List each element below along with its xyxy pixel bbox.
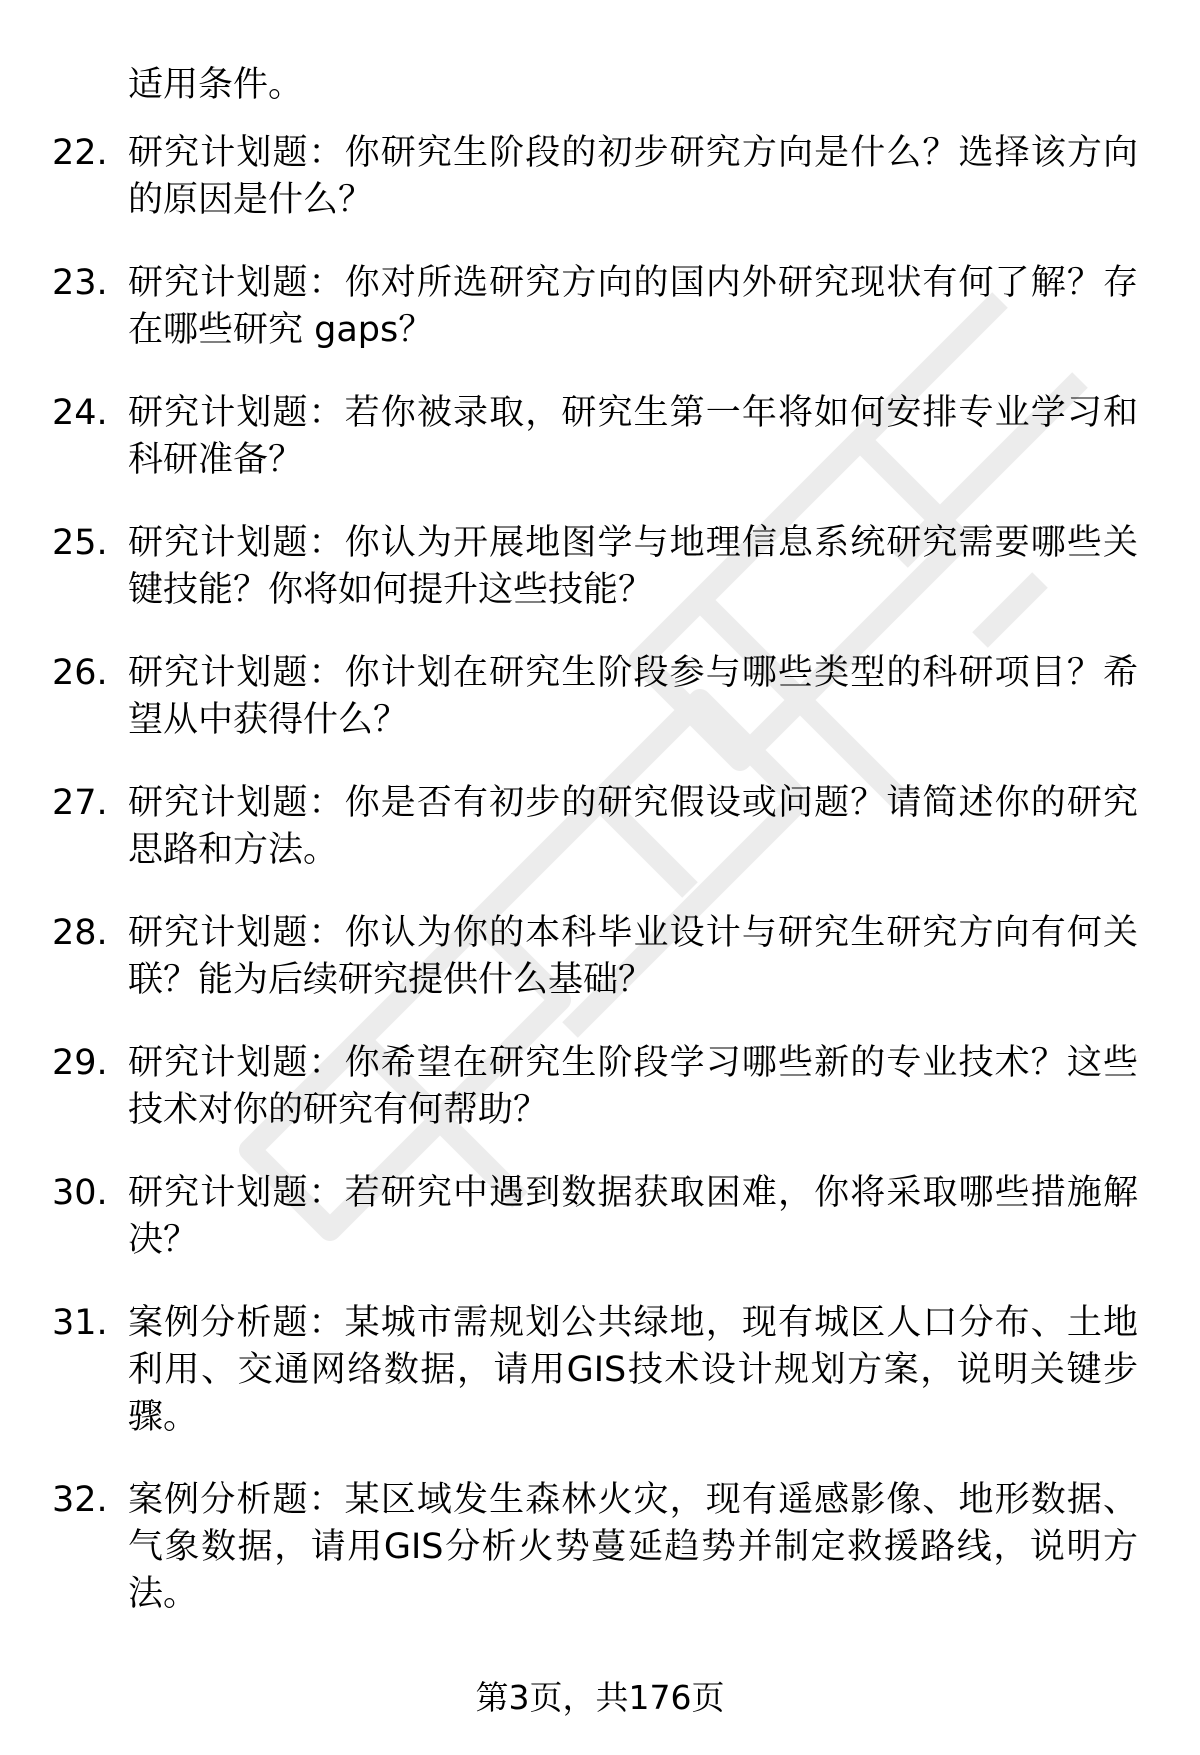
list-item — [0, 910, 1200, 1004]
item-text: 研究计划题：你计划在研究生阶段参与哪些类型的科研项目？希望从中获得什么？ — [128, 653, 1138, 740]
item-number: 31. — [52, 1303, 108, 1343]
item-number: 24. — [52, 393, 108, 433]
item-number: 30. — [52, 1173, 108, 1213]
list-item — [0, 390, 1200, 484]
item-number: 32. — [52, 1480, 108, 1520]
item-text: 研究计划题：你研究生阶段的初步研究方向是什么？选择该方向的原因是什么？ — [128, 133, 1138, 220]
item-text: 案例分析题：某区域发生森林火灾，现有遥感影像、地形数据、气象数据，请用GIS分析火势蔓延趋势并制定救援路线，说明方法。 — [128, 1480, 1138, 1614]
list-item — [0, 1170, 1200, 1264]
item-text: 研究计划题：你希望在研究生阶段学习哪些新的专业技术？这些技术对你的研究有何帮助？ — [128, 1043, 1138, 1130]
list-item — [0, 130, 1200, 224]
item-text: 研究计划题：你是否有初步的研究假设或问题？请简述你的研究思路和方法。 — [128, 783, 1138, 870]
list-item — [0, 1300, 1200, 1441]
list-item — [0, 260, 1200, 354]
item-text: 研究计划题：你认为开展地图学与地理信息系统研究需要哪些关键技能？你将如何提升这些技能？ — [128, 523, 1138, 610]
item-text: 案例分析题：某城市需规划公共绿地，现有城区人口分布、土地利用、交通网络数据，请用GIS技术设计规划方案，说明关键步骤。 — [128, 1303, 1138, 1437]
item-number: 25. — [52, 523, 108, 563]
list-item — [0, 780, 1200, 874]
item-number: 27. — [52, 783, 108, 823]
list-item — [0, 650, 1200, 744]
item-number: 22. — [52, 133, 108, 173]
item-number: 29. — [52, 1043, 108, 1083]
item-text: 研究计划题：你对所选研究方向的国内外研究现状有何了解？存在哪些研究 gaps？ — [128, 263, 1138, 350]
item-number: 23. — [52, 263, 108, 303]
list-item — [0, 1477, 1200, 1618]
list-item — [0, 1040, 1200, 1134]
item-text: 研究计划题：若你被录取，研究生第一年将如何安排专业学习和科研准备？ — [128, 393, 1138, 480]
item-text: 研究计划题：若研究中遇到数据获取困难，你将采取哪些措施解决？ — [128, 1173, 1138, 1260]
item-number: 26. — [52, 653, 108, 693]
list-item — [0, 520, 1200, 614]
item-text: 研究计划题：你认为你的本科毕业设计与研究生研究方向有何关联？能为后续研究提供什么基础？ — [128, 913, 1138, 1000]
item-number: 28. — [52, 913, 108, 953]
continuation-text: 适用条件。 — [128, 65, 304, 105]
question-list — [0, 130, 1200, 1654]
page-footer: 第3页，共176页 — [475, 1678, 725, 1717]
